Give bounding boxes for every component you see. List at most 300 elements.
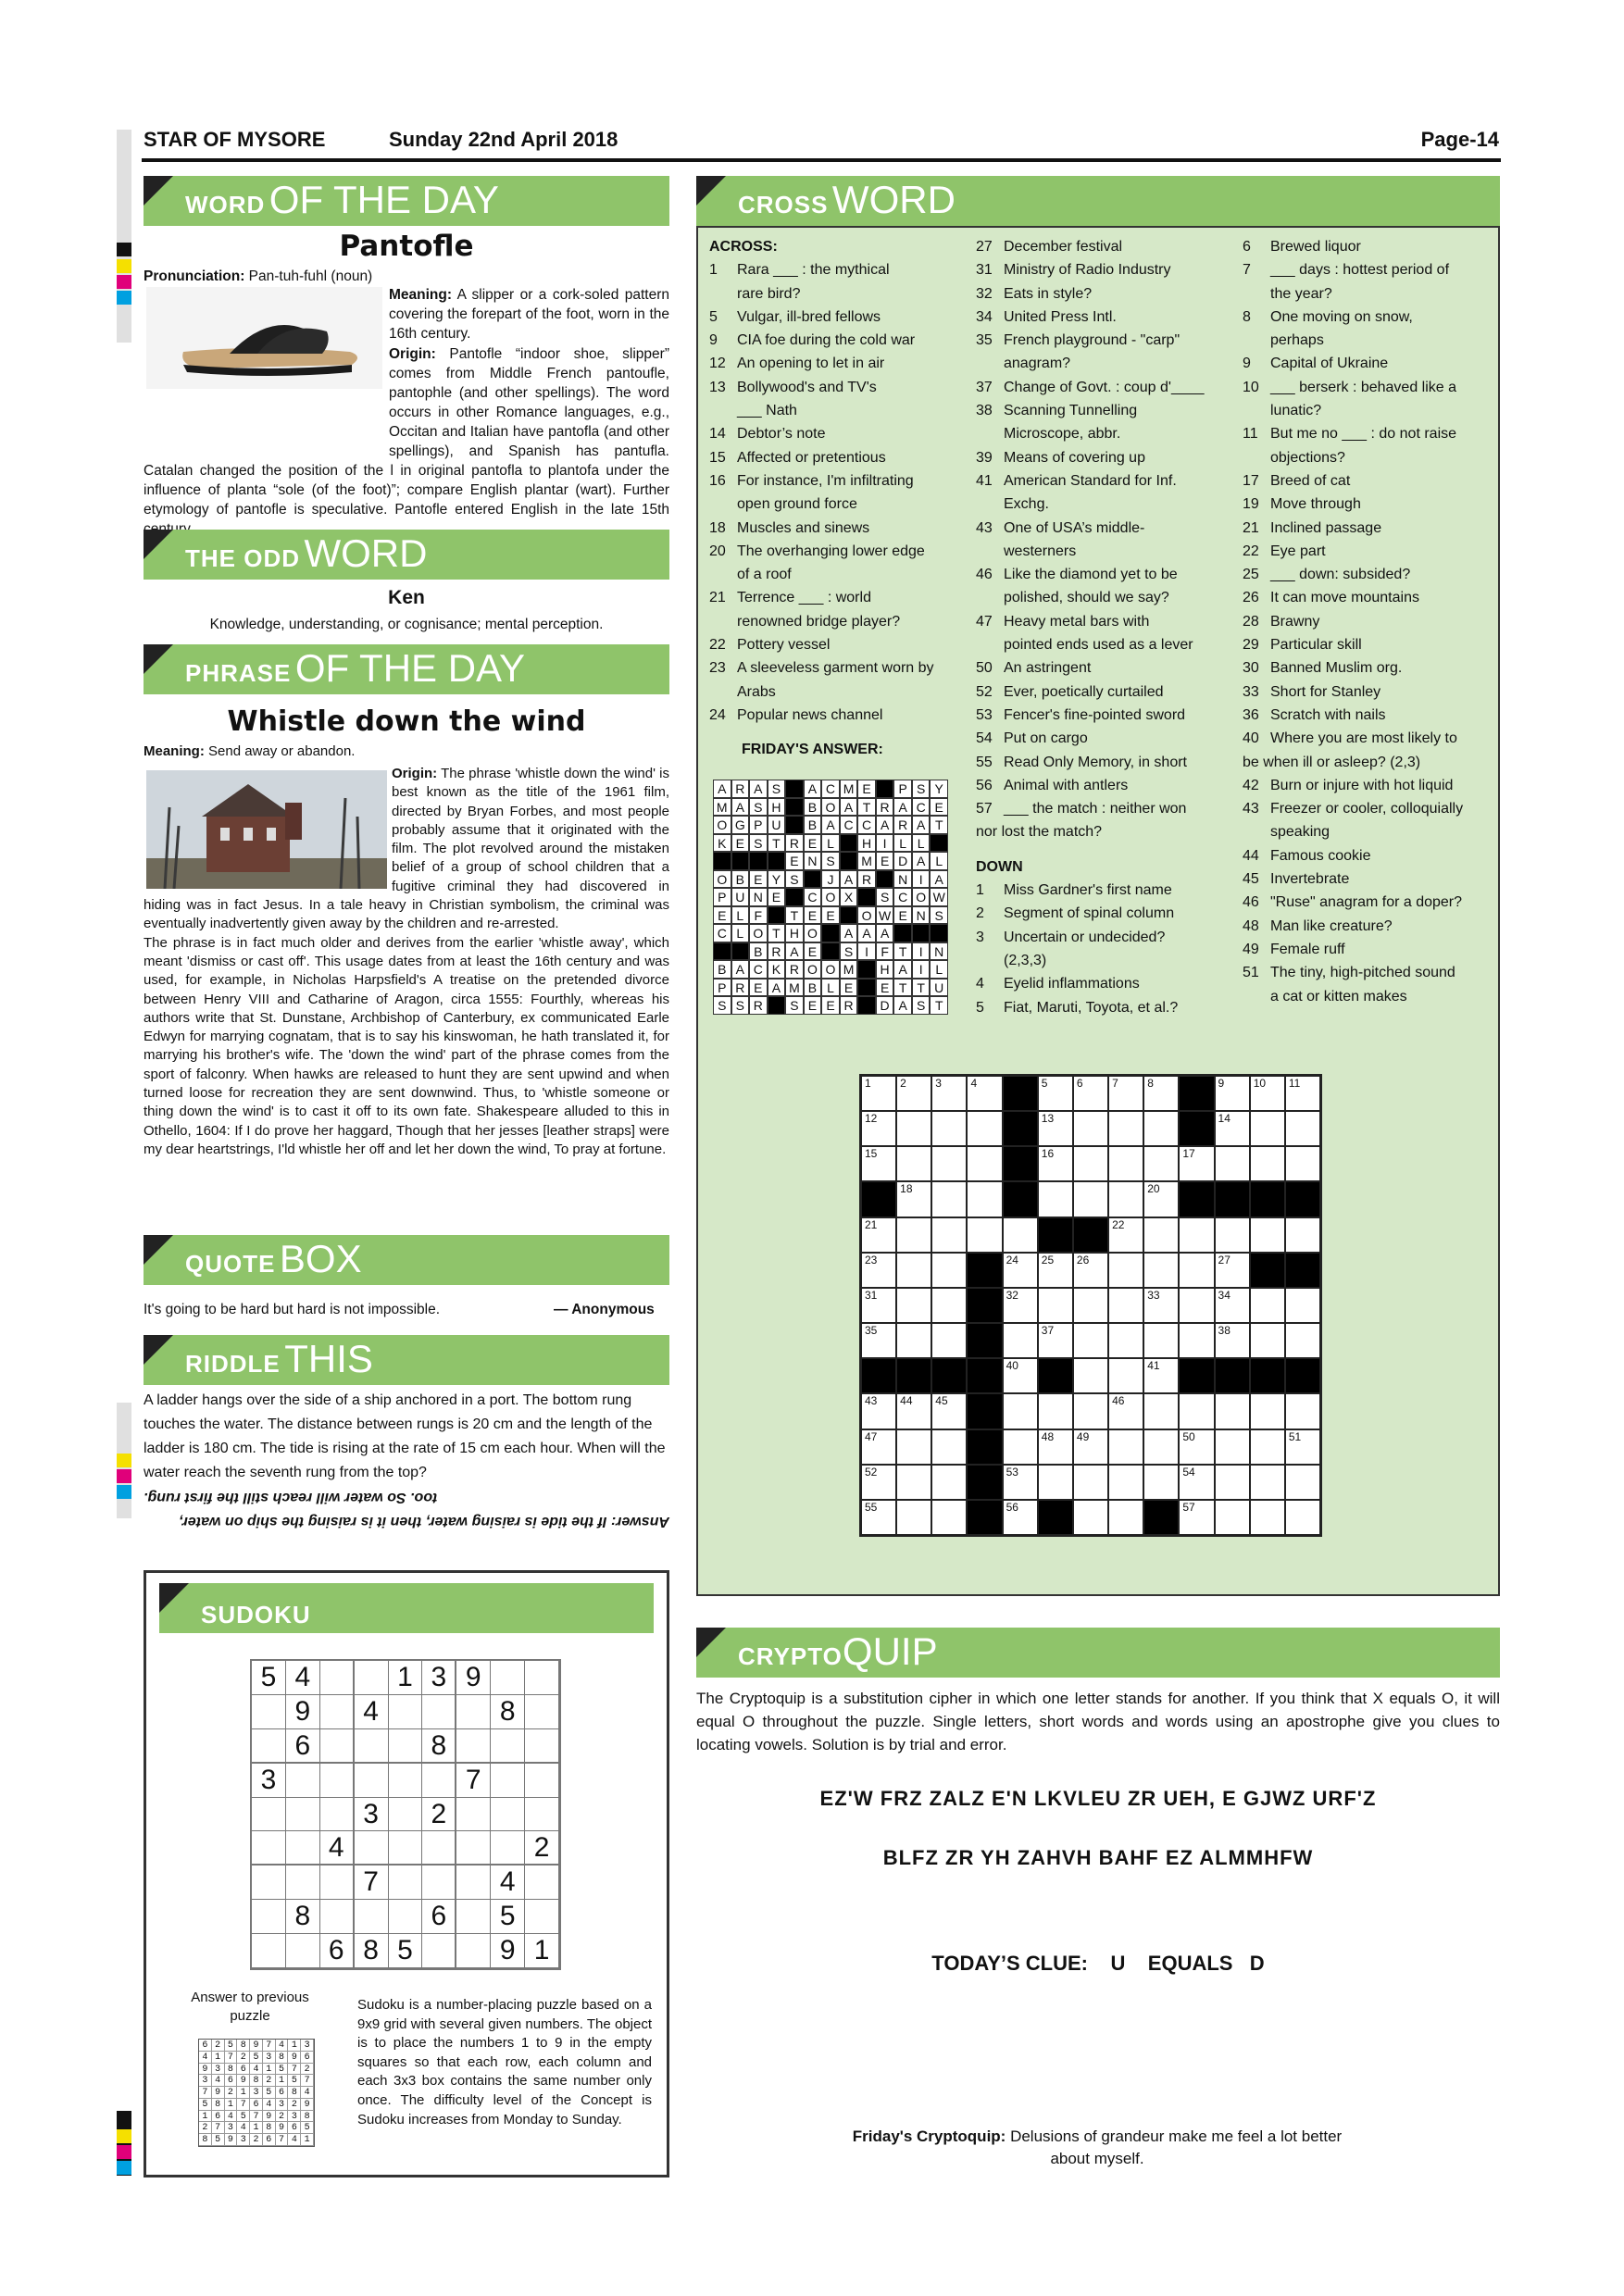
crossword-cell[interactable] xyxy=(1143,1181,1179,1217)
crossword-cell[interactable] xyxy=(1179,1323,1214,1358)
clue-text: Eyelid inflammations xyxy=(1004,976,1140,992)
crossword-cell[interactable] xyxy=(896,1429,931,1465)
clue-item xyxy=(976,446,1226,469)
crossword-cell[interactable] xyxy=(1250,1217,1285,1253)
crossword-cell[interactable] xyxy=(896,1393,931,1429)
clue-number: 1 xyxy=(709,262,718,279)
sudoku-cell[interactable] xyxy=(355,1661,389,1695)
crossword-cell[interactable] xyxy=(896,1323,931,1358)
previous-answer-cell: 1 xyxy=(288,2040,301,2052)
sudoku-cell[interactable] xyxy=(491,1764,525,1798)
answer-cell: S xyxy=(930,906,948,925)
riddle-banner xyxy=(144,1335,669,1385)
clue-text: An astringent xyxy=(1004,660,1092,677)
origin-label: Origin: xyxy=(389,346,436,362)
sudoku-cell[interactable] xyxy=(456,1866,491,1900)
crossword-cell[interactable] xyxy=(1250,1111,1285,1146)
previous-answer-cell: 1 xyxy=(263,2064,276,2076)
sudoku-cell[interactable] xyxy=(525,1695,559,1729)
answer-cell: U xyxy=(768,816,786,834)
sudoku-cell[interactable] xyxy=(456,1729,491,1764)
crossword-cell[interactable] xyxy=(1108,1181,1143,1217)
sudoku-cell[interactable] xyxy=(422,1695,456,1729)
sudoku-cell[interactable] xyxy=(320,1866,355,1900)
previous-answer-cell: 3 xyxy=(199,2075,212,2087)
clue-item xyxy=(976,680,1226,704)
crossword-cell[interactable] xyxy=(1073,1358,1108,1393)
clue-item xyxy=(1243,774,1493,797)
crossword-cell[interactable] xyxy=(1215,1111,1250,1146)
sudoku-cell: 4 xyxy=(286,1661,320,1695)
crossword-cell[interactable] xyxy=(1215,1393,1250,1429)
sudoku-cell: 9 xyxy=(456,1661,491,1695)
crossword-cell[interactable] xyxy=(931,1429,967,1465)
cell-number: 43 xyxy=(865,1394,878,1408)
crossword-cell[interactable] xyxy=(1179,1146,1214,1181)
crossword-cell[interactable] xyxy=(1143,1146,1179,1181)
crossword-cell[interactable] xyxy=(931,1323,967,1358)
across-clues-col2 xyxy=(976,235,1226,1019)
clue-item xyxy=(709,540,959,563)
crossword-cell[interactable] xyxy=(1215,1217,1250,1253)
crossword-cell[interactable] xyxy=(1179,1500,1214,1535)
crossword-cell[interactable] xyxy=(1108,1288,1143,1323)
crossword-cell[interactable] xyxy=(1003,1217,1038,1253)
crossword-cell[interactable] xyxy=(1179,1465,1214,1500)
crossword-cell[interactable] xyxy=(931,1465,967,1500)
previous-answer-cell: 8 xyxy=(288,2087,301,2099)
sudoku-cell[interactable] xyxy=(320,1764,355,1798)
clue-item xyxy=(1243,329,1493,352)
clue-text: United Press Intl. xyxy=(1004,308,1117,325)
crossword-cell[interactable] xyxy=(1250,1076,1285,1111)
crossword-cell[interactable] xyxy=(1003,1323,1038,1358)
registration-mark xyxy=(117,2129,131,2143)
sudoku-cell[interactable] xyxy=(389,1900,423,1934)
banner-big: QUIP xyxy=(842,1629,938,1673)
crossword-cell[interactable] xyxy=(1143,1217,1179,1253)
clue-number: 54 xyxy=(976,730,993,747)
crossword-cell[interactable] xyxy=(896,1181,931,1217)
sudoku-cell[interactable] xyxy=(422,1831,456,1866)
crossword-cell[interactable] xyxy=(1038,1429,1073,1465)
crossword-cell[interactable] xyxy=(1073,1076,1108,1111)
clue-text: One of USA’s middle- xyxy=(1004,519,1145,536)
clue-text: Read Only Memory, in short xyxy=(1004,754,1187,770)
crossword-cell[interactable] xyxy=(1038,1076,1073,1111)
answer-cell: O xyxy=(821,888,840,906)
clue-text: Arabs xyxy=(737,683,776,700)
sudoku-cell[interactable] xyxy=(422,1764,456,1798)
crossword-cell[interactable] xyxy=(1250,1323,1285,1358)
answer-cell: I xyxy=(912,960,931,979)
banner-big: OF THE DAY xyxy=(294,646,525,690)
registration-mark xyxy=(117,243,131,256)
answer-cell: W xyxy=(876,906,894,925)
crossword-cell[interactable] xyxy=(1250,1288,1285,1323)
sudoku-cell[interactable] xyxy=(252,1729,286,1764)
crossword-cell[interactable] xyxy=(861,1288,896,1323)
crossword-cell[interactable] xyxy=(1250,1500,1285,1535)
crossword-cell[interactable] xyxy=(1108,1146,1143,1181)
answer-cell: A xyxy=(804,780,822,798)
sudoku-cell[interactable] xyxy=(491,1661,525,1695)
crossword-block xyxy=(1179,1358,1214,1393)
clue-text: Ever, poetically curtailed xyxy=(1004,683,1164,700)
crossword-cell[interactable] xyxy=(1038,1288,1073,1323)
crossword-cell[interactable] xyxy=(1215,1288,1250,1323)
sudoku-cell[interactable] xyxy=(320,1798,355,1832)
crossword-cell[interactable] xyxy=(1250,1146,1285,1181)
crossword-cell[interactable] xyxy=(1285,1500,1320,1535)
sudoku-cell[interactable] xyxy=(252,1798,286,1832)
clue-number: 31 xyxy=(976,262,993,279)
sudoku-cell[interactable] xyxy=(286,1866,320,1900)
crossword-block xyxy=(967,1500,1002,1535)
sudoku-cell[interactable] xyxy=(525,1764,559,1798)
crossword-cell[interactable] xyxy=(1038,1253,1073,1288)
sudoku-cell[interactable] xyxy=(525,1729,559,1764)
crossword-cell[interactable] xyxy=(1215,1429,1250,1465)
crossword-cell[interactable] xyxy=(1215,1146,1250,1181)
crossword-cell[interactable] xyxy=(1179,1288,1214,1323)
sudoku-cell[interactable] xyxy=(252,1866,286,1900)
sudoku-cell[interactable] xyxy=(355,1900,389,1934)
crossword-cell[interactable] xyxy=(1108,1500,1143,1535)
crossword-cell[interactable] xyxy=(1215,1500,1250,1535)
sudoku-cell[interactable] xyxy=(252,1695,286,1729)
crossword-cell[interactable] xyxy=(1143,1429,1179,1465)
answer-block xyxy=(840,906,858,925)
crossword-cell[interactable] xyxy=(1073,1111,1108,1146)
friday-cryptoquip xyxy=(852,2126,1343,2170)
answer-block xyxy=(840,852,858,870)
previous-answer-cell: 9 xyxy=(212,2087,225,2099)
crossword-cell[interactable] xyxy=(1073,1393,1108,1429)
crossword-cell[interactable] xyxy=(1003,1288,1038,1323)
crossword-cell[interactable] xyxy=(931,1076,967,1111)
previous-answer-cell: 8 xyxy=(237,2040,250,2052)
crossword-cell[interactable] xyxy=(967,1217,1002,1253)
clue-item xyxy=(1243,399,1493,422)
previous-answer-cell: 2 xyxy=(263,2075,276,2087)
crossword-cell[interactable] xyxy=(1108,1217,1143,1253)
previous-answer-cell: 7 xyxy=(263,2040,276,2052)
clue-item xyxy=(1243,493,1493,516)
crossword-cell[interactable] xyxy=(896,1217,931,1253)
crossword-cell[interactable] xyxy=(1143,1076,1179,1111)
crossword-block xyxy=(1215,1358,1250,1393)
crossword-cell[interactable] xyxy=(931,1181,967,1217)
clue-text: Scanning Tunnelling xyxy=(1004,403,1138,419)
crossword-cell[interactable] xyxy=(1179,1393,1214,1429)
crossword-cell[interactable] xyxy=(1108,1393,1143,1429)
sudoku-cell[interactable] xyxy=(320,1729,355,1764)
crossword-cell[interactable] xyxy=(1179,1253,1214,1288)
sudoku-cell[interactable] xyxy=(252,1900,286,1934)
sudoku-cell[interactable] xyxy=(286,1764,320,1798)
previous-answer-cell: 7 xyxy=(288,2064,301,2076)
answer-cell: C xyxy=(912,798,931,817)
crossword-cell[interactable] xyxy=(1003,1465,1038,1500)
crossword-cell[interactable] xyxy=(1038,1393,1073,1429)
crossword-cell[interactable] xyxy=(1250,1393,1285,1429)
sudoku-cell[interactable] xyxy=(491,1831,525,1866)
sudoku-cell[interactable] xyxy=(286,1934,320,1968)
clue-text: One moving on snow, xyxy=(1270,308,1413,325)
sudoku-cell[interactable] xyxy=(422,1866,456,1900)
sudoku-cell[interactable] xyxy=(389,1695,423,1729)
crossword-cell[interactable] xyxy=(1108,1253,1143,1288)
crossword-cell[interactable] xyxy=(1108,1323,1143,1358)
previous-answer-cell: 4 xyxy=(288,2134,301,2146)
clue-number: 11 xyxy=(1243,426,1258,443)
crossword-cell[interactable] xyxy=(1003,1429,1038,1465)
answer-cell: L xyxy=(930,852,948,870)
cell-number: 12 xyxy=(865,1112,878,1126)
sudoku-cell: 3 xyxy=(355,1798,389,1832)
crossword-cell[interactable] xyxy=(1073,1465,1108,1500)
crossword-cell[interactable] xyxy=(1073,1253,1108,1288)
sudoku-cell[interactable] xyxy=(252,1934,286,1968)
crossword-cell[interactable] xyxy=(1250,1429,1285,1465)
sudoku-cell[interactable] xyxy=(286,1798,320,1832)
crossword-cell[interactable] xyxy=(967,1076,1002,1111)
crossword-cell[interactable] xyxy=(1073,1146,1108,1181)
crossword-cell[interactable] xyxy=(1073,1323,1108,1358)
previous-answer-cell: 3 xyxy=(301,2040,314,2052)
sudoku-cell: 5 xyxy=(491,1900,525,1934)
crossword-cell[interactable] xyxy=(931,1111,967,1146)
sudoku-cell[interactable] xyxy=(525,1661,559,1695)
crossword-cell[interactable] xyxy=(967,1111,1002,1146)
cell-number: 31 xyxy=(865,1288,878,1302)
answer-cell: A xyxy=(731,798,750,817)
banner-big: OF THE DAY xyxy=(269,178,499,221)
sudoku-cell[interactable] xyxy=(252,1831,286,1866)
answer-block xyxy=(930,834,948,853)
crossword-cell[interactable] xyxy=(1285,1111,1320,1146)
crossword-cell[interactable] xyxy=(1003,1358,1038,1393)
previous-answer-cell: 9 xyxy=(250,2040,263,2052)
crossword-cell[interactable] xyxy=(861,1217,896,1253)
clue-item xyxy=(976,235,1226,258)
clue-text: Inclined passage xyxy=(1270,519,1382,536)
sudoku-cell[interactable] xyxy=(355,1764,389,1798)
sudoku-cell: 4 xyxy=(355,1695,389,1729)
crossword-cell[interactable] xyxy=(1038,1323,1073,1358)
crossword-cell[interactable] xyxy=(1285,1076,1320,1111)
sudoku-cell[interactable] xyxy=(320,1661,355,1695)
crossword-cell[interactable] xyxy=(896,1500,931,1535)
clue-number: 57 xyxy=(976,801,993,817)
clue-number: 20 xyxy=(709,543,726,559)
answer-cell: L xyxy=(912,834,931,853)
sudoku-cell[interactable] xyxy=(491,1798,525,1832)
clue-text: the year? xyxy=(1270,285,1332,302)
crossword-cell[interactable] xyxy=(1143,1358,1179,1393)
crossword-cell[interactable] xyxy=(1143,1288,1179,1323)
crossword-cell[interactable] xyxy=(896,1146,931,1181)
crossword-cell[interactable] xyxy=(1285,1217,1320,1253)
crossword-cell[interactable] xyxy=(967,1146,1002,1181)
sudoku-cell[interactable] xyxy=(355,1729,389,1764)
sudoku-cell[interactable] xyxy=(525,1866,559,1900)
crossword-cell[interactable] xyxy=(1003,1500,1038,1535)
crossword-cell[interactable] xyxy=(1108,1076,1143,1111)
cell-number: 50 xyxy=(1182,1429,1195,1443)
crossword-cell[interactable] xyxy=(1143,1111,1179,1146)
crossword-cell[interactable] xyxy=(1143,1393,1179,1429)
crossword-cell[interactable] xyxy=(861,1323,896,1358)
crossword-block xyxy=(967,1323,1002,1358)
answer-block xyxy=(857,979,876,997)
crossword-cell[interactable] xyxy=(1003,1393,1038,1429)
sudoku-cell[interactable] xyxy=(491,1729,525,1764)
crossword-cell[interactable] xyxy=(861,1253,896,1288)
sudoku-cell[interactable] xyxy=(422,1934,456,1968)
cell-number: 25 xyxy=(1041,1253,1055,1267)
crossword-cell[interactable] xyxy=(1108,1465,1143,1500)
clue-text: Segment of spinal column xyxy=(1004,905,1175,922)
sudoku-cell[interactable] xyxy=(320,1695,355,1729)
sudoku-cell[interactable] xyxy=(456,1798,491,1832)
crossword-cell[interactable] xyxy=(1215,1465,1250,1500)
answer-cell: L xyxy=(821,979,840,997)
odd-word: Ken xyxy=(388,587,425,608)
cryptoquip-line1: EZ'W FRZ ZALZ E'N LKVLEU ZR UEH, E GJWZ URF'Z xyxy=(819,1787,1377,1810)
crossword-block xyxy=(1285,1253,1320,1288)
sudoku-cell[interactable] xyxy=(525,1900,559,1934)
clue-item xyxy=(709,352,959,375)
crossword-cell[interactable] xyxy=(1143,1465,1179,1500)
sudoku-cell[interactable] xyxy=(320,1900,355,1934)
crossword-cell[interactable] xyxy=(1250,1465,1285,1500)
crossword-cell[interactable] xyxy=(861,1146,896,1181)
crossword-cell[interactable] xyxy=(861,1111,896,1146)
sudoku-cell[interactable] xyxy=(389,1866,423,1900)
clue-text: Short for Stanley xyxy=(1270,683,1381,700)
sudoku-cell: 2 xyxy=(525,1831,559,1866)
clue-number: 55 xyxy=(976,754,993,770)
crossword-cell[interactable] xyxy=(1073,1181,1108,1217)
previous-answer-cell: 2 xyxy=(237,2052,250,2064)
crossword-cell[interactable] xyxy=(896,1465,931,1500)
crossword-cell[interactable] xyxy=(1285,1429,1320,1465)
registration-mark xyxy=(117,259,131,273)
crossword-cell[interactable] xyxy=(1215,1323,1250,1358)
crossword-cell[interactable] xyxy=(896,1076,931,1111)
sudoku-cell[interactable] xyxy=(456,1695,491,1729)
crossword-cell[interactable] xyxy=(1179,1429,1214,1465)
sudoku-cell[interactable] xyxy=(286,1831,320,1866)
clue-item xyxy=(709,282,959,306)
sudoku-cell[interactable] xyxy=(456,1831,491,1866)
crossword-cell[interactable] xyxy=(861,1500,896,1535)
crossword-cell[interactable] xyxy=(931,1217,967,1253)
crossword-cell[interactable] xyxy=(967,1181,1002,1217)
crossword-cell[interactable] xyxy=(931,1253,967,1288)
sudoku-cell[interactable] xyxy=(525,1798,559,1832)
crossword-cell[interactable] xyxy=(1215,1253,1250,1288)
crossword-cell[interactable] xyxy=(861,1429,896,1465)
clue-number: 25 xyxy=(1243,567,1259,583)
crossword-cell[interactable] xyxy=(1143,1323,1179,1358)
previous-answer-cell: 9 xyxy=(199,2064,212,2076)
clue-text: CIA foe during the cold war xyxy=(737,332,916,349)
clue-item xyxy=(709,399,959,422)
cell-number: 1 xyxy=(865,1077,871,1090)
crossword-grid[interactable] xyxy=(859,1074,1322,1537)
crossword-cell[interactable] xyxy=(1038,1146,1073,1181)
sudoku-cell: 3 xyxy=(252,1764,286,1798)
clue-item xyxy=(709,633,959,656)
clue-text: December festival xyxy=(1004,239,1123,255)
friday-cryptoquip-label: Friday's Cryptoquip: xyxy=(852,2128,1006,2145)
issue-date: Sunday 22nd April 2018 xyxy=(389,128,618,151)
answer-cell: S xyxy=(768,780,786,798)
answer-line1: Answer: If the tide is raising water, then it is raising the ship on water, xyxy=(179,1514,669,1529)
crossword-cell[interactable] xyxy=(1285,1465,1320,1500)
sudoku-grid[interactable] xyxy=(250,1659,561,1970)
crossword-cell[interactable] xyxy=(1038,1181,1073,1217)
phrase-origin xyxy=(144,765,669,1159)
sudoku-cell[interactable] xyxy=(389,1798,423,1832)
sudoku-cell[interactable] xyxy=(389,1831,423,1866)
sudoku-cell[interactable] xyxy=(389,1729,423,1764)
crossword-cell[interactable] xyxy=(1073,1429,1108,1465)
crossword-cell[interactable] xyxy=(1108,1358,1143,1393)
crossword-cell[interactable] xyxy=(861,1465,896,1500)
crossword-cell[interactable] xyxy=(1073,1288,1108,1323)
crossword-cell[interactable] xyxy=(861,1076,896,1111)
sudoku-cell[interactable] xyxy=(456,1900,491,1934)
sudoku-cell[interactable] xyxy=(389,1764,423,1798)
crossword-cell[interactable] xyxy=(1003,1253,1038,1288)
crossword-cell[interactable] xyxy=(1285,1393,1320,1429)
crossword-cell[interactable] xyxy=(931,1393,967,1429)
sudoku-cell[interactable] xyxy=(355,1831,389,1866)
crossword-cell[interactable] xyxy=(1108,1111,1143,1146)
crossword-cell[interactable] xyxy=(931,1500,967,1535)
crossword-cell[interactable] xyxy=(861,1393,896,1429)
crossword-cell[interactable] xyxy=(1108,1429,1143,1465)
crossword-cell[interactable] xyxy=(896,1111,931,1146)
crossword-cell[interactable] xyxy=(931,1288,967,1323)
crossword-cell[interactable] xyxy=(1285,1146,1320,1181)
clue-text: Banned Muslim org. xyxy=(1270,660,1403,677)
clue-text: A sleeveless garment worn by xyxy=(737,660,934,677)
sudoku-cell[interactable] xyxy=(456,1934,491,1968)
crossword-cell[interactable] xyxy=(1073,1500,1108,1535)
cell-number: 32 xyxy=(1006,1288,1018,1302)
crossword-cell[interactable] xyxy=(1215,1076,1250,1111)
crossword-cell[interactable] xyxy=(1179,1217,1214,1253)
clue-text: Scratch with nails xyxy=(1270,706,1386,723)
crossword-cell[interactable] xyxy=(1285,1323,1320,1358)
crossword-cell[interactable] xyxy=(931,1146,967,1181)
crossword-cell[interactable] xyxy=(1143,1253,1179,1288)
answer-cell: A xyxy=(857,924,876,942)
cell-number: 48 xyxy=(1041,1429,1055,1443)
answer-cell: O xyxy=(804,924,822,942)
crossword-cell[interactable] xyxy=(896,1288,931,1323)
crossword-cell[interactable] xyxy=(1038,1465,1073,1500)
crossword-cell[interactable] xyxy=(896,1253,931,1288)
crossword-cell[interactable] xyxy=(1285,1288,1320,1323)
crossword-cell[interactable] xyxy=(1038,1111,1073,1146)
answer-cell: E xyxy=(821,996,840,1015)
